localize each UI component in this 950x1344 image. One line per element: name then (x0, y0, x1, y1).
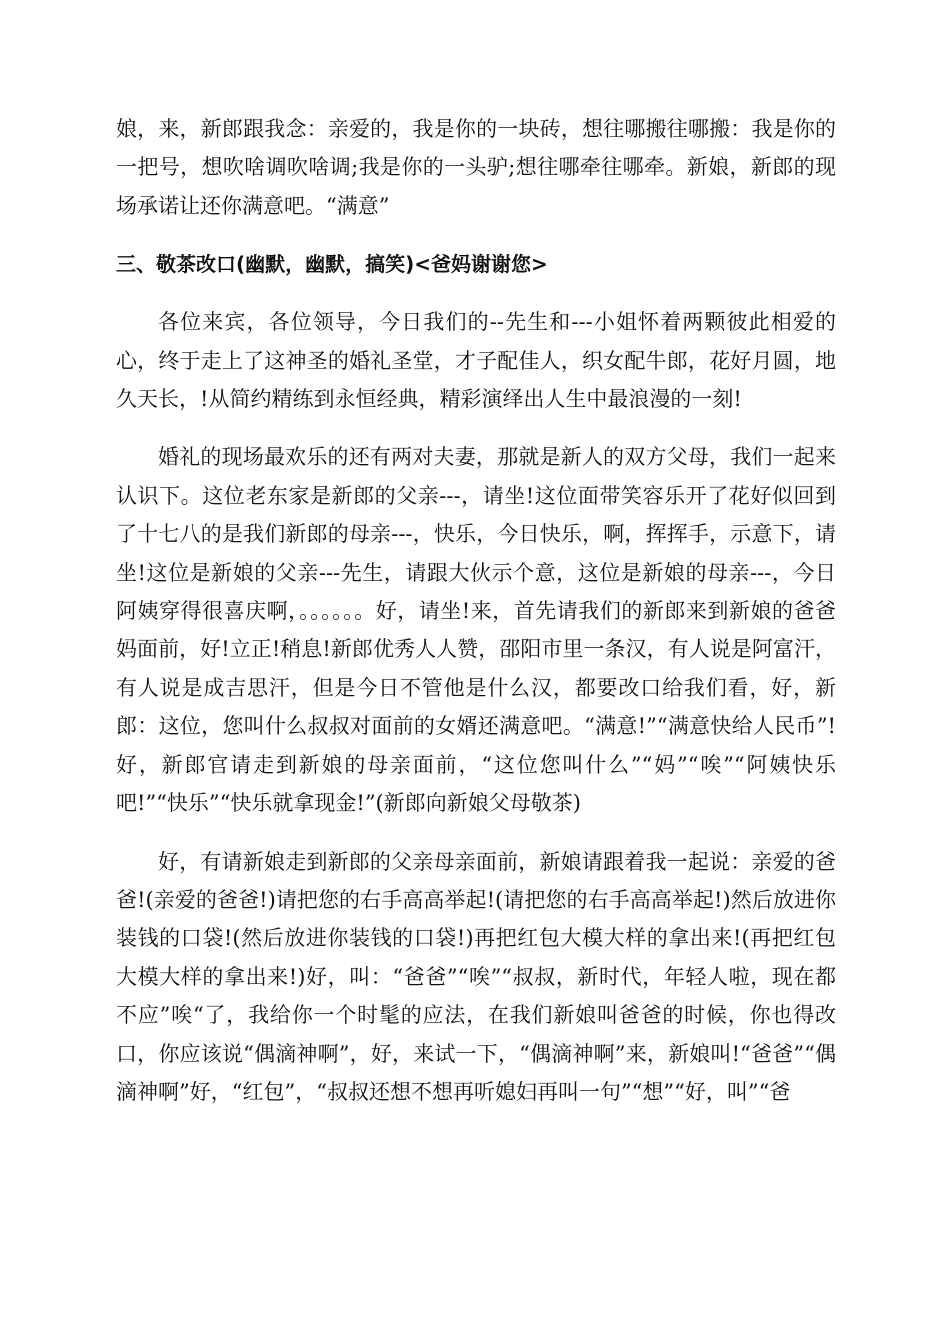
document-page (116, 110, 836, 1111)
body-paragraph: 各位来宾，各位领导，今日我们的--先生和---小姐怀着两颗彼此相爱的心，终于走上了这神圣的婚礼圣堂，才子配佳人，织女配牛郎，花好月圆，地久天长，!从简约精练到永恒经典，精彩演绎出人生中最浪漫的一刻! (116, 310, 836, 412)
opening-paragraph: 娘，来，新郎跟我念：亲爱的，我是你的一块砖，想往哪搬往哪搬：我是你的一把号，想吹啥调吹啥调;我是你的一头驴;想往哪牵往哪牵。新娘，新郎的现场承诺让还你满意吧。“满意” (116, 117, 836, 218)
body-paragraph: 婚礼的现场最欢乐的还有两对夫妻，那就是新人的双方父母，我们一起来认识下。这位老东家是新郎的父亲---，请坐!这位面带笑容乐开了花好似回到了十七八的是我们新郎的母亲---，快乐，今日快乐，啊，挥挥手，示意下，请坐!这位是新娘的父亲---先生，请跟大伙示个意，这位是新娘的母亲---，今日阿姨穿得很喜庆啊，。。。。。。好，请坐!来，首先请我们的新郎来到新娘的爸爸妈面前，好!立正!稍息!新郎优秀人人赞，邵阳市里一条汉，有人说是阿富汗，有人说是成吉思汗，但是今日不管他是什么汉，都要改口给我们看，好，新郎：这位，您叫什么叔叔对面前的女婿还满意吧。“满意!”“满意快给人民币”!好，新郎官请走到新娘的母亲面前，“这位您叫什么”“妈”“唉”“阿姨快乐吧!”“快乐”“快乐就拿现金!”(新郎向新娘父母敬茶) (116, 445, 836, 816)
body-paragraph: 好，有请新娘走到新郎的父亲母亲面前，新娘请跟着我一起说：亲爱的爸爸!(亲爱的爸爸!)请把您的右手高高举起!(请把您的右手高高举起!)然后放进你装钱的口袋!(然后放进你装钱的口袋!)再把红包大模大样的拿出来!(再把红包大模大样的拿出来!)好，叫：“爸爸”“唉”“叔叔，新时代，年轻人啦，现在都不应”唉“了，我给你一个时髦的应法，在我们新娘叫爸爸的时候，你也得改口，你应该说“偶滴神啊”，好，来试一下，“偶滴神啊”来，新娘叫!“爸爸”“偶滴神啊”好，“红包”，“叔叔还想不想再听媳妇再叫一句”“想”“好，叫”“爸 (116, 849, 836, 1104)
section-heading: 三、敬茶改口(幽默，幽默，搞笑)<爸妈谢谢您> (116, 252, 548, 277)
